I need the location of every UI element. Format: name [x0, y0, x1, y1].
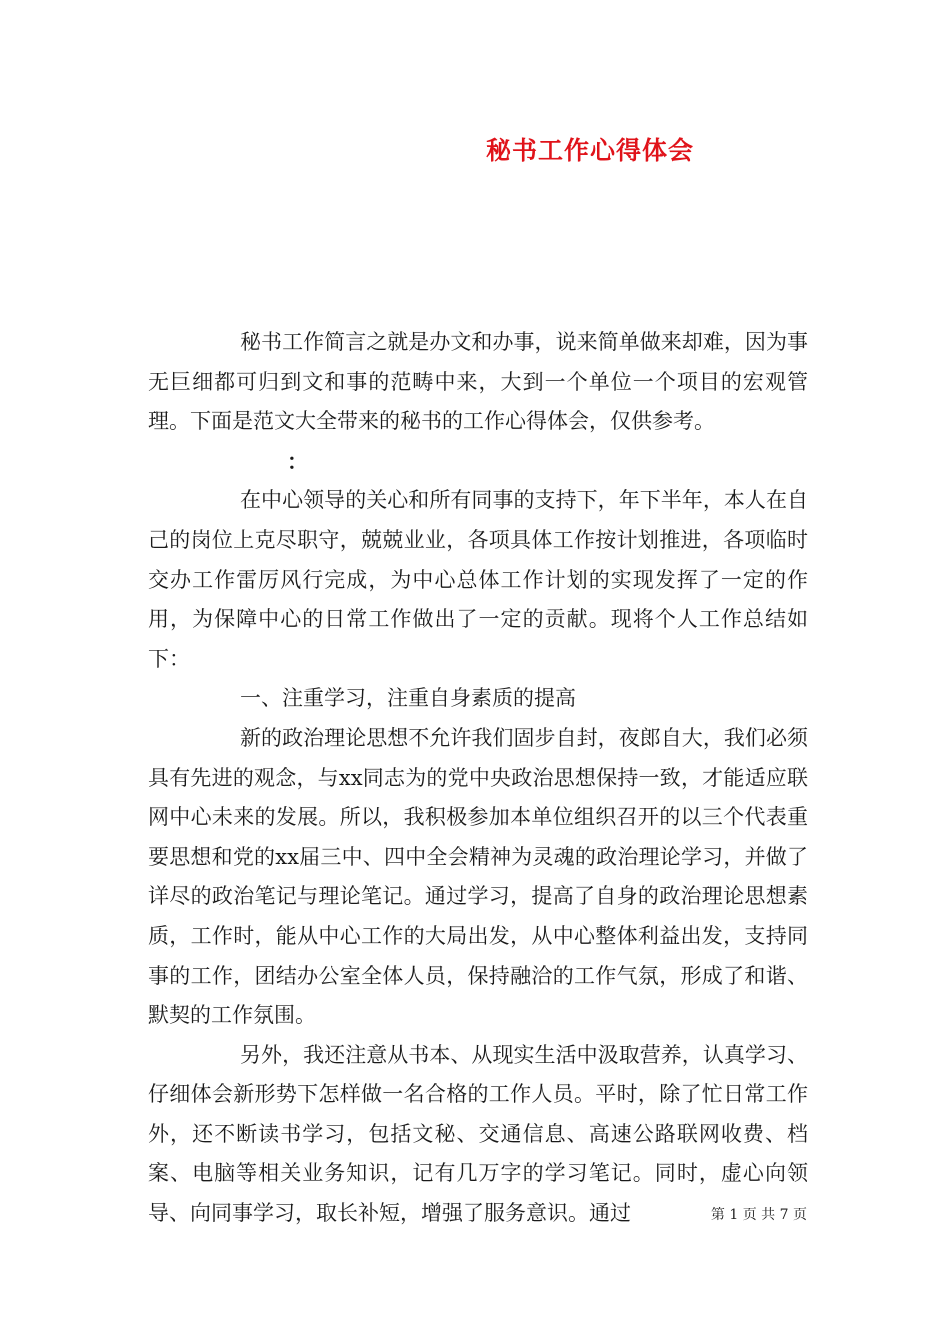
page-footer	[711, 1205, 807, 1225]
section-heading-1: 一、注重学习，注重自身素质的提高	[240, 686, 576, 711]
document-title	[0, 133, 950, 169]
paragraph-1: 在中心领导的关心和所有同事的支持下，年下半年，本人在自己的岗位上克尽职守，兢兢业业，各项具体工作按计划推进，各项临时交办工作雷厉风行完成，为中心总体工作计划的实现发挥了一定的作用，为保障中心的日常工作做出了一定的贡献。现将个人工作总结如下：	[148, 488, 808, 671]
intro-paragraph: 秘书工作简言之就是办文和办事，说来简单做来却难，因为事无巨细都可归到文和事的范畴中来，大到一个单位一个项目的宏观管理。下面是范文大全带来的秘书的工作心得体会，仅供参考。	[148, 330, 808, 434]
document-title-text: 秘书工作心得体会	[485, 136, 694, 165]
document-body	[148, 323, 808, 1234]
paragraph-3: 另外，我还注意从书本、从现实生活中汲取营养，认真学习、仔细体会新形势下怎样做一名合格的工作人员。平时，除了忙日常工作外，还不断读书学习，包括文秘、交通信息、高速公路联网收费、档案、电脑等相关业务知识，记有几万字的学习笔记。同时，虚心向领导、向同事学习，取长补短，增强了服务意识。通过	[148, 1042, 808, 1226]
colon-line: ：	[287, 448, 308, 474]
paragraph-2: 新的政治理论思想不允许我们固步自封，夜郎自大，我们必须具有先进的观念，与xx同志为的党中央政治思想保持一致，才能适应联网中心未来的发展。所以，我积极参加本单位组织召开的以三个代表重要思想和党的xx届三中、四中全会精神为灵魂的政治理论学习，并做了详尽的政治笔记与理论笔记。通过学习，提高了自身的政治理论思想素质，工作时，能从中心工作的大局出发，从中心整体利益出发，支持同事的工作，团结办公室全体人员，保持融洽的工作气氛，形成了和谐、默契的工作氛围。	[148, 725, 808, 1028]
page-number: 第 1 页 共 7 页	[710, 1207, 807, 1223]
